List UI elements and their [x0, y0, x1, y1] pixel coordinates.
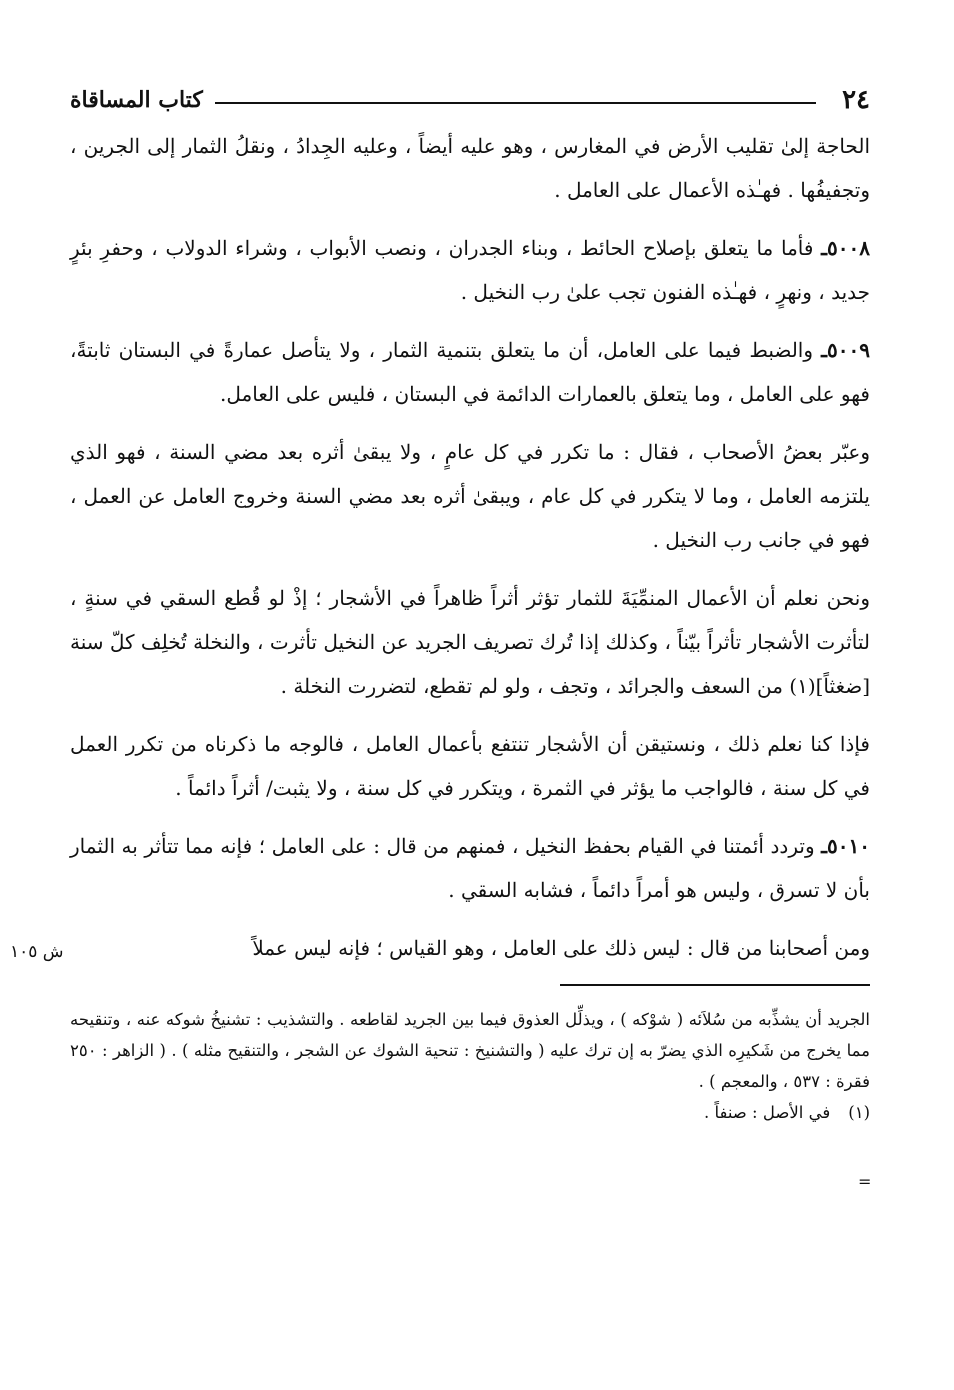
paragraph-text: الحاجة إلىٰ تقليب الأرض في المغارس ، وهو عليه أيضاً ، وعليه الجِدادُ ، ونقلُ الثمار إلى الجرين ، وتجفيفُها . فهـٰذه الأعمال على العامل .: [70, 134, 870, 202]
header-rule: [215, 102, 816, 104]
paragraph: [70, 926, 870, 970]
book-title: كتاب المساقاة: [70, 87, 203, 113]
paragraph-text: ونحن نعلم أن الأعمال المنمِّيَةَ للثمار تؤثر أثراً ظاهراً في الأشجار ؛ إذْ لو قُطع السقي في سنةٍ ، لتأثرت الأشجار تأثراً بيّناً ، وكذلك إذا تُرك تصريف الجريد عن النخيل تأثرت ، والنخلة تُخلِف كلّ سنة [ضغثاً](١) من السعف والجرائد ، وتجف ، ولو لم تقطع، لتضررت النخلة .: [70, 586, 870, 698]
paragraph-number: ٥٠١٠ـ: [821, 834, 870, 858]
paragraph: [70, 824, 870, 912]
paragraph: [70, 430, 870, 562]
page-number: ٢٤: [842, 85, 870, 115]
paragraph-text: وعبّر بعضُ الأصحاب ، فقال : ما تكرر في كل عامٍ ، ولا يبقىٰ أثره بعد مضي السنة ، فهو الذي يلتزمه العامل ، وما لا يتكرر في كل عام ، ويبقىٰ أثره بعد مضي السنة وخروج العامل عن العمل ، فهو في جانب رب النخيل .: [70, 440, 870, 552]
paragraph-text: ومن أصحابنا من قال : ليس ذلك على العامل ، وهو القياس ؛ فإنه ليس عملاً: [252, 936, 870, 960]
footnotes: [70, 1004, 870, 1128]
footnote: [70, 1004, 870, 1097]
paragraph: [70, 576, 870, 708]
paragraph-text: فأما ما يتعلق بإصلاح الحائط ، وبناء الجدران ، ونصب الأبواب ، وشراء الدولاب ، وحفرِ بئرٍ جديد ، ونهرٍ ، فهـٰذه الفنون تجب علىٰ رب النخيل .: [70, 236, 870, 304]
paragraph-number: ٥٠٠٨ـ: [821, 236, 870, 260]
paragraph-number: ٥٠٠٩ـ: [821, 338, 870, 362]
footnote: [70, 1097, 870, 1128]
footnote-continuation-mark: =: [858, 1172, 872, 1191]
manuscript-folio-note: ش ١٠٥: [10, 942, 64, 962]
paragraph-text: فإذا كنا نعلم ذلك ، ونستيقن أن الأشجار تنتفع بأعمال العامل ، فالوجه ما ذكرناه من تكرر العمل في كل سنة ، فالواجب ما يؤثر في الثمرة ، ويتكرر في كل سنة ، ولا يثبت/ أثراً دائماً .: [70, 732, 870, 800]
footnote-number: (١): [848, 1103, 870, 1122]
paragraph: [70, 328, 870, 416]
paragraph: [70, 124, 870, 212]
main-text: [70, 124, 870, 970]
running-header: [70, 80, 870, 120]
footnote-text: في الأصل : صنفاً .: [703, 1103, 831, 1122]
paragraph: [70, 226, 870, 314]
paragraph-text: وتردد أئمتنا في القيام بحفظ النخيل ، فمنهم من قال : على العامل ؛ فإنه مما تتأثر به الثمار بأن لا تسرق ، وليس هو أمراً دائماً ، فشابه السقي .: [70, 834, 870, 902]
paragraph-text: والضبط فيما على العامل، أن ما يتعلق بتنمية الثمار ، ولا يتأصل عمارةً في البستان ثابتةً، فهو على العامل ، وما يتعلق بالعمارات الدائمة في البستان ، فليس على العامل.: [70, 338, 870, 406]
paragraph: [70, 722, 870, 810]
page: [70, 80, 870, 1370]
footnote-separator: [560, 984, 870, 986]
footnote-text: الجريد أن يشذِّبه من سُلاَئه ( شوْكه ) ، ويذلِّل العذوق فيما بين الجريد لقاطعه . والتشذيب : تشنيخُ شوكه عنه ، وتنقيحه مما يخرج من شَكيرِه الذي يضرّ به إن ترك عليه ( والتشنيخ : تنحية الشوك عن الشجر ، والتنقيح مثله ) . ( الزاهر : ٢٥٠ فقرة : ٥٣٧ ، والمعجم ) .: [70, 1010, 870, 1091]
